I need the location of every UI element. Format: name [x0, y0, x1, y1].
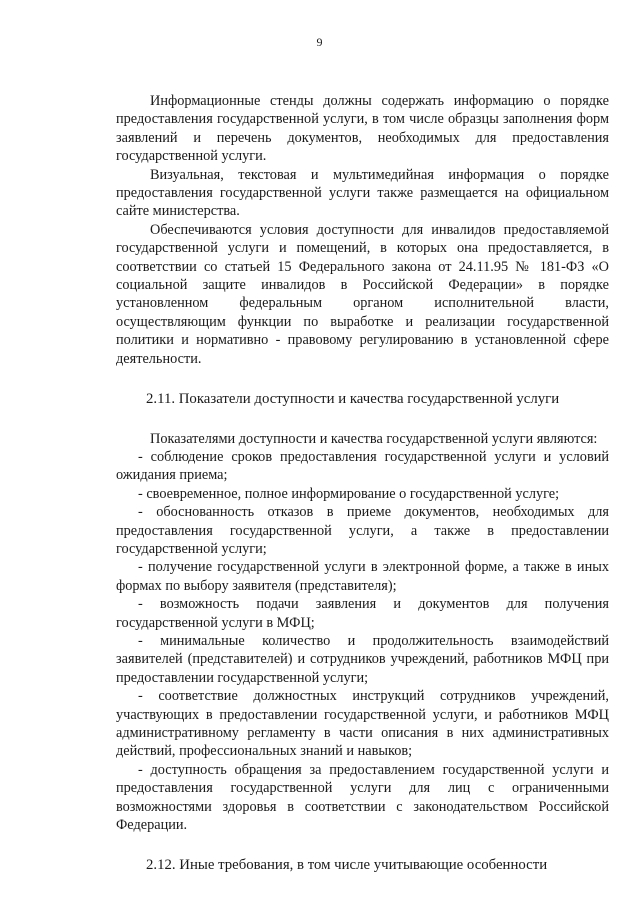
list-item-informing: - своевременное, полное информирование о государственной услуге; — [138, 485, 560, 502]
paragraph-info-stands: Информационные стенды должны содержать информацию о порядке предоставления государственной услуги, в том числе образцы заполнения форм заявлений и перечень документов, необходимых для предоставления государственной услуги. — [116, 93, 609, 165]
list-item-mfc-submission: - возможность подачи заявления и документов для получения государственной услуги в МФЦ; — [116, 596, 609, 631]
paragraph-accessibility-disabled: Обеспечиваются условия доступности для инвалидов предоставляемой государственной услуги и помещений, в которых она предоставляется, в соответствии со статьей 15 Федерального закона от 24.11.95 № 181-ФЗ «О социальной защите инвалидов в Российской Федерации» в порядке установленном федеральным органом исполнительной власти, осуществляющим функции по выработке и реализации государственной политики и нормативно - правовому регулированию в установленной сфере деятельности. — [116, 221, 609, 367]
list-item-refusals: - обоснованность отказов в приеме документов, необходимых для предоставления государственной услуги, а также в предоставлении государственной услуги; — [116, 504, 609, 557]
paragraph-visual-info: Визуальная, текстовая и мультимедийная информация о порядке предоставления государственной услуги также размещается на официальном сайте министерства. — [116, 166, 609, 220]
page-number: 9 — [316, 35, 323, 49]
section-2-11-intro: Показателями доступности и качества государственной услуги являются: — [150, 430, 598, 447]
list-item-limited-abilities: - доступность обращения за предоставлением государственной услуги и предоставления государственной услуги для лиц с ограниченными возможностями здоровья в соответствии с законодательством Российской Федерации. — [116, 761, 609, 834]
section-heading-2-11: 2.11. Показатели доступности и качества государственной услуги — [146, 391, 560, 408]
section-heading-2-12: 2.12. Иные требования, в том числе учитывающие особенности — [146, 857, 548, 874]
document-body — [116, 92, 609, 875]
list-item-electronic-form: - получение государственной услуги в электронной форме, а также в иных формах по выбору заявителя (представителя); — [116, 559, 609, 594]
list-item-job-instructions: - соответствие должностных инструкций сотрудников учреждений, участвующих в предоставлении государственной услуги, и работников МФЦ административному регламенту в части описания в них административных действий, профессиональных знаний и навыков; — [116, 688, 609, 760]
list-item-interactions: - минимальные количество и продолжительность взаимодействий заявителей (представителей) и сотрудников учреждений, работников МФЦ при предоставлении государственной услуги; — [116, 632, 609, 686]
list-item-deadlines: - соблюдение сроков предоставления государственной услуги и условий ожидания приема; — [116, 448, 609, 484]
